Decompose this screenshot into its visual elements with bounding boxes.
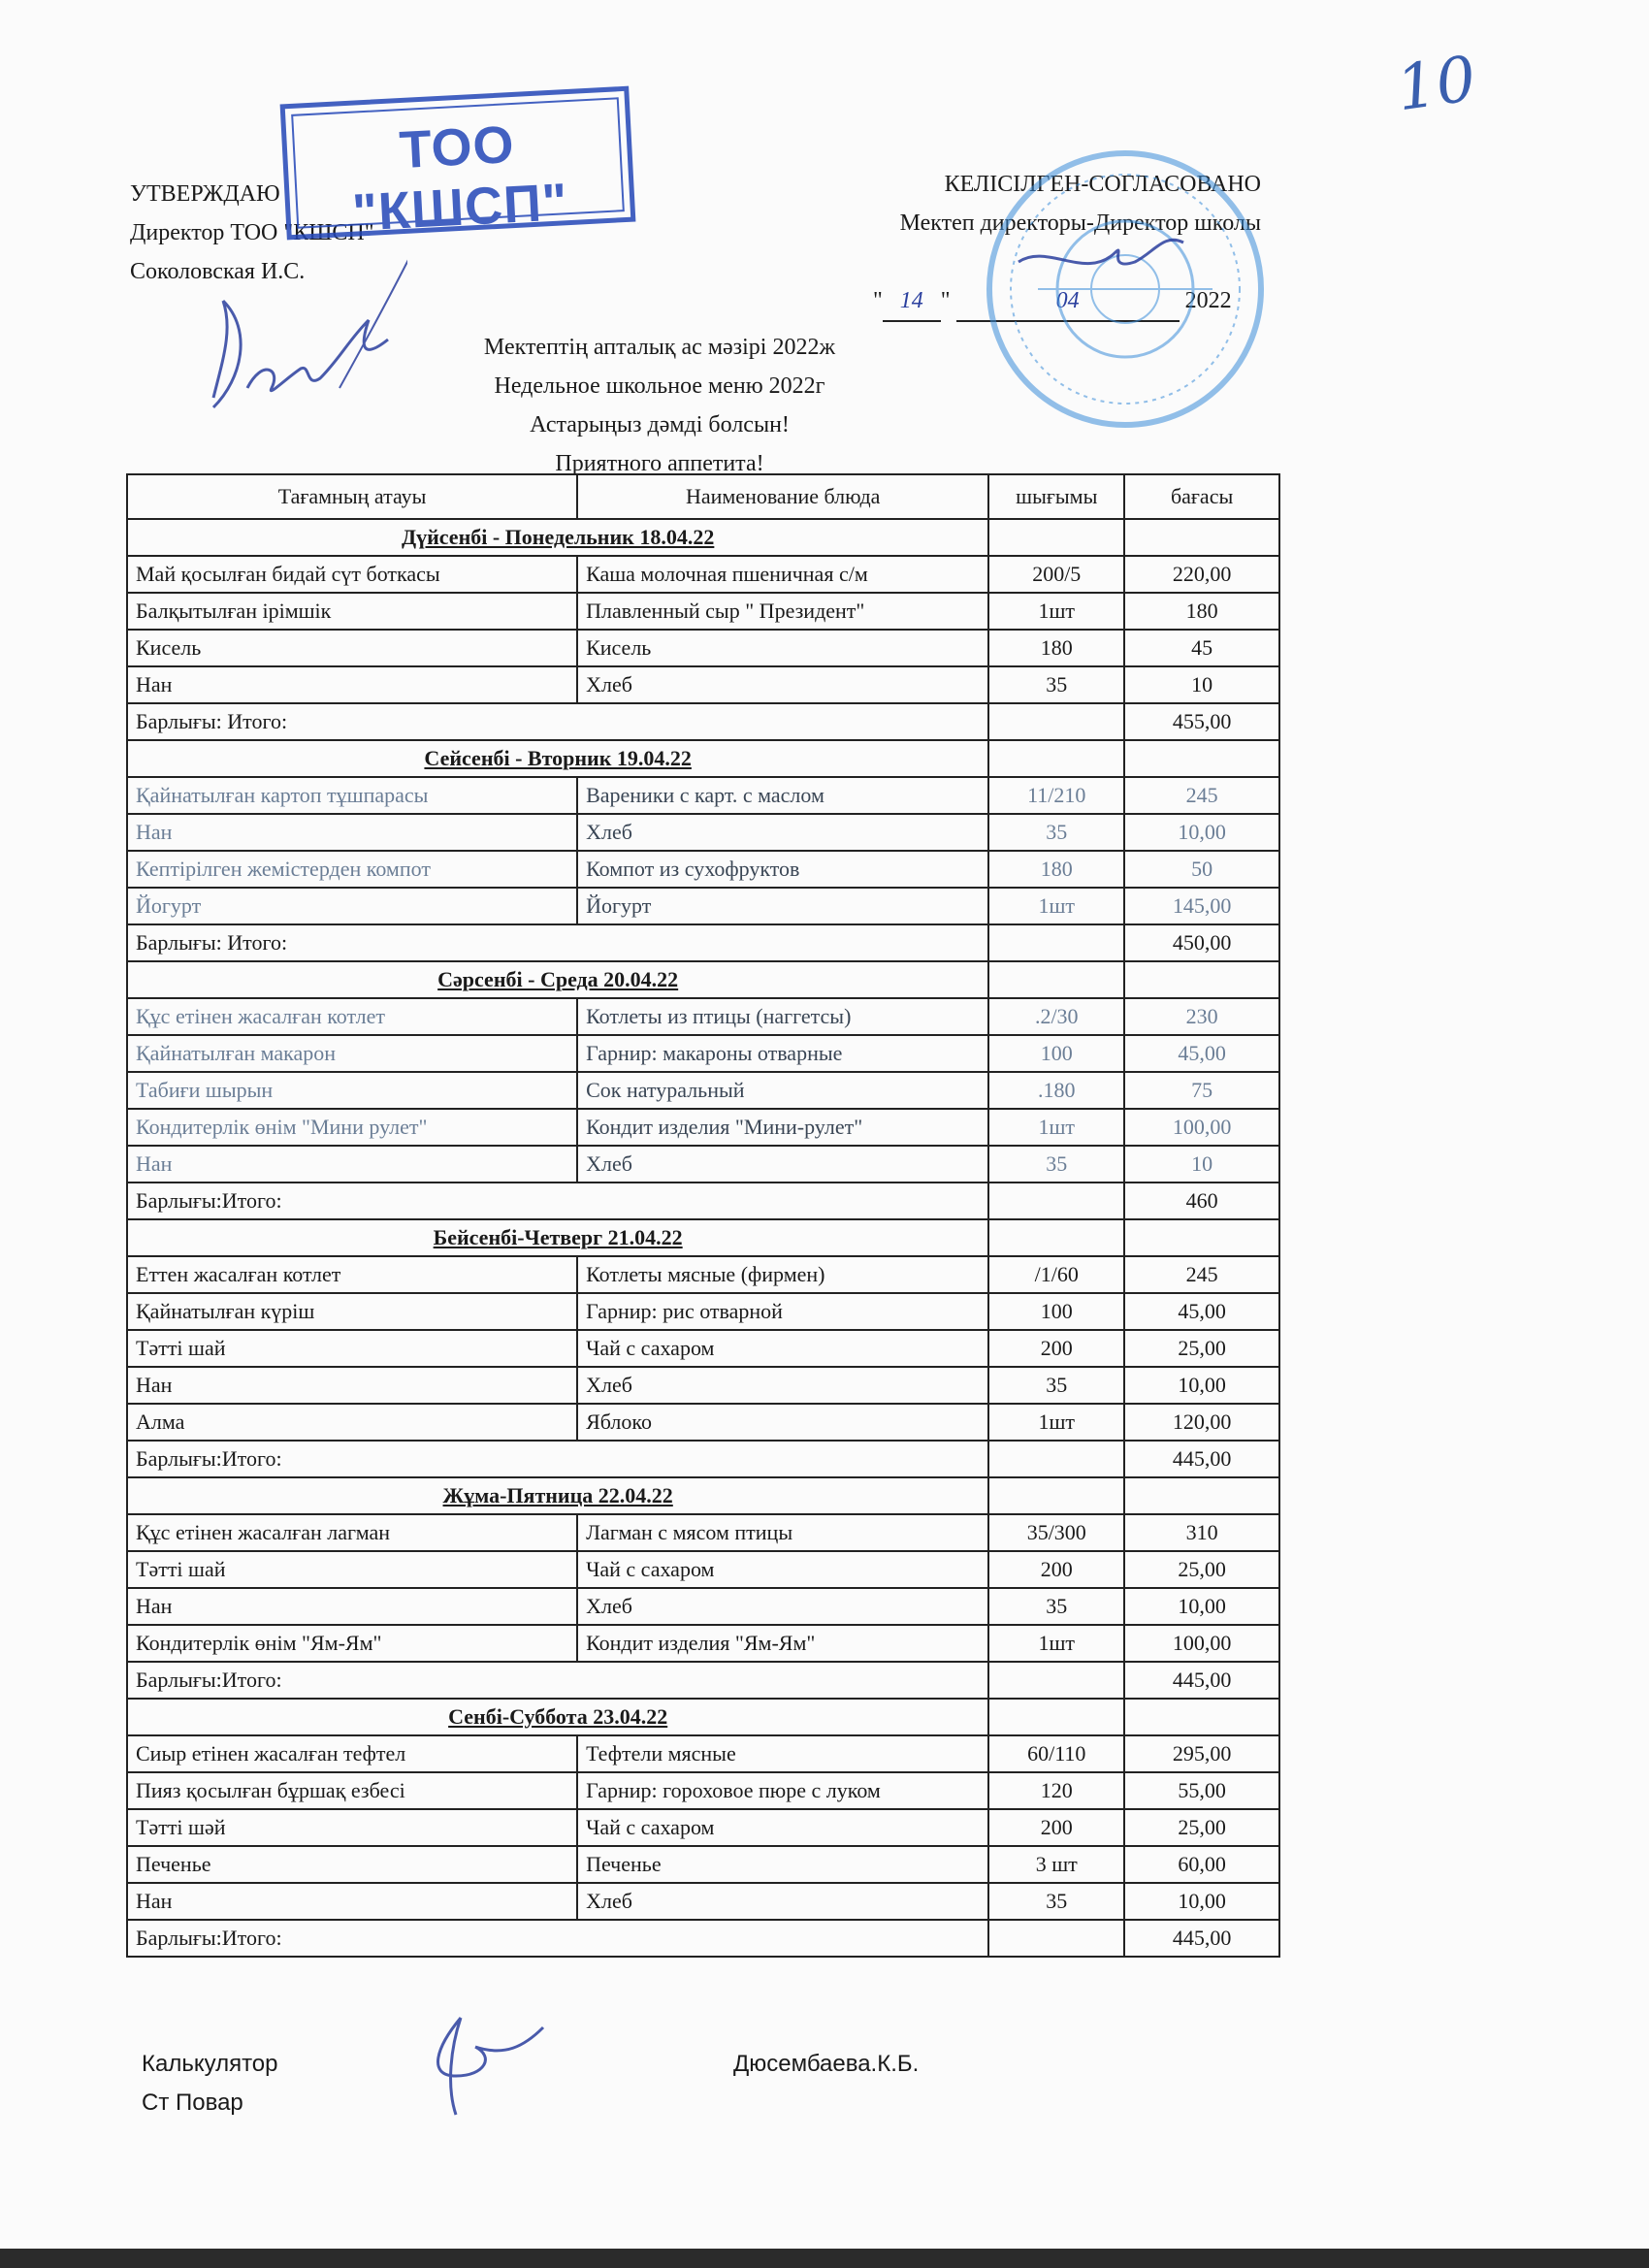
total-row <box>127 1183 1279 1219</box>
price-cell: 25,00 <box>1124 1551 1279 1588</box>
price-cell: 45,00 <box>1124 1293 1279 1330</box>
dish-ru-cell: Вареники с карт. с маслом <box>577 777 988 814</box>
header-price: бағасы <box>1124 474 1279 519</box>
yield-cell: 1шт <box>988 593 1124 630</box>
dish-ru-cell: Хлеб <box>577 1883 988 1920</box>
dish-ru-cell: Компот из сухофруктов <box>577 851 988 888</box>
table-row <box>127 1625 1279 1662</box>
dish-kz-cell: Тәтті шай <box>127 1551 577 1588</box>
title-kz: Мектептің апталық ас мәзірі 2022ж <box>483 335 836 360</box>
dish-kz-cell: Еттен жасалған котлет <box>127 1256 577 1293</box>
cook-label: Ст Повар <box>142 2090 243 2116</box>
table-row <box>127 1551 1279 1588</box>
yield-cell: 180 <box>988 630 1124 666</box>
yield-cell: .180 <box>988 1072 1124 1109</box>
table-row <box>127 1146 1279 1183</box>
price-cell: 75 <box>1124 1072 1279 1109</box>
table-row <box>127 593 1279 630</box>
dish-ru-cell: Хлеб <box>577 1146 988 1183</box>
day-name: Дүйсенбі - Понедельник 18.04.22 <box>127 519 988 556</box>
table-row <box>127 1588 1279 1625</box>
price-cell: 60,00 <box>1124 1846 1279 1883</box>
day-header-row <box>127 1699 1279 1735</box>
calc-name: Дюсембаева.К.Б. <box>733 2051 920 2077</box>
price-cell: 45 <box>1124 630 1279 666</box>
table-row <box>127 1256 1279 1293</box>
price-cell: 50 <box>1124 851 1279 888</box>
dish-ru-cell: Кондит изделия "Ям-Ям" <box>577 1625 988 1662</box>
dish-kz-cell: Алма <box>127 1404 577 1441</box>
dish-kz-cell: Кондитерлік өнім "Ям-Ям" <box>127 1625 577 1662</box>
day-name: Бейсенбі-Четверг 21.04.22 <box>127 1219 988 1256</box>
yield-cell: 100 <box>988 1035 1124 1072</box>
total-label: Барлығы: Итого: <box>127 703 988 740</box>
table-row <box>127 1809 1279 1846</box>
dish-kz-cell: Нан <box>127 1883 577 1920</box>
yield-cell: /1/60 <box>988 1256 1124 1293</box>
yield-cell: 1шт <box>988 888 1124 924</box>
total-row <box>127 703 1279 740</box>
table-header-row <box>127 474 1279 519</box>
day-name: Жұма-Пятница 22.04.22 <box>127 1477 988 1514</box>
agree-position: Мектеп директоры-Директор школы <box>899 211 1261 236</box>
table-row <box>127 1293 1279 1330</box>
price-cell: 120,00 <box>1124 1404 1279 1441</box>
table-row <box>127 1330 1279 1367</box>
approve-position: Директор ТОО "КШСП" <box>130 220 374 245</box>
day-header-row <box>127 961 1279 998</box>
table-row <box>127 1735 1279 1772</box>
wish-kz: Астарыңыз дәмді болсын! <box>530 412 790 437</box>
day-name: Сәрсенбі - Среда 20.04.22 <box>127 961 988 998</box>
price-cell: 10,00 <box>1124 1588 1279 1625</box>
dish-ru-cell: Яблоко <box>577 1404 988 1441</box>
weekly-menu-table <box>126 473 1280 1958</box>
dish-kz-cell: Тәтті шәй <box>127 1809 577 1846</box>
header-dish-kz: Тағамның атауы <box>127 474 577 519</box>
price-cell: 10 <box>1124 666 1279 703</box>
date-day: 14 <box>883 281 941 322</box>
yield-cell: 35 <box>988 1588 1124 1625</box>
day-name: Сенбі-Суббота 23.04.22 <box>127 1699 988 1735</box>
price-cell: 100,00 <box>1124 1625 1279 1662</box>
dish-kz-cell: Табиғи шырын <box>127 1072 577 1109</box>
dish-kz-cell: Кисель <box>127 630 577 666</box>
total-label: Барлығы:Итого: <box>127 1183 988 1219</box>
yield-cell: 1шт <box>988 1109 1124 1146</box>
day-header-row <box>127 740 1279 777</box>
total-row <box>127 1441 1279 1477</box>
table-row <box>127 556 1279 593</box>
day-header-row <box>127 1219 1279 1256</box>
wish-ru: Приятного аппетита! <box>555 451 764 476</box>
total-value: 445,00 <box>1124 1920 1279 1957</box>
yield-cell: 1шт <box>988 1625 1124 1662</box>
price-cell: 25,00 <box>1124 1330 1279 1367</box>
table-row <box>127 1404 1279 1441</box>
yield-cell: 35 <box>988 814 1124 851</box>
price-cell: 230 <box>1124 998 1279 1035</box>
table-row <box>127 1109 1279 1146</box>
yield-cell: 180 <box>988 851 1124 888</box>
dish-kz-cell: Кептірілген жемістерден компот <box>127 851 577 888</box>
table-row <box>127 630 1279 666</box>
yield-cell: 1шт <box>988 1404 1124 1441</box>
dish-ru-cell: Лагман с мясом птицы <box>577 1514 988 1551</box>
dish-ru-cell: Чай с сахаром <box>577 1551 988 1588</box>
dish-kz-cell: Қайнатылған күріш <box>127 1293 577 1330</box>
dish-ru-cell: Кисель <box>577 630 988 666</box>
dish-ru-cell: Котлеты из птицы (наггетсы) <box>577 998 988 1035</box>
total-value: 460 <box>1124 1183 1279 1219</box>
agree-label: КЕЛІСІЛГЕН-СОГЛАСОВАНО <box>944 172 1261 197</box>
dish-ru-cell: Хлеб <box>577 814 988 851</box>
dish-kz-cell: Балқытылған ірімшік <box>127 593 577 630</box>
table-row <box>127 666 1279 703</box>
table-row <box>127 1772 1279 1809</box>
price-cell: 180 <box>1124 593 1279 630</box>
table-row <box>127 1883 1279 1920</box>
table-row <box>127 1072 1279 1109</box>
dish-ru-cell: Плавленный сыр " Президент" <box>577 593 988 630</box>
header-dish-ru: Наименование блюда <box>577 474 988 519</box>
company-stamp <box>280 86 636 241</box>
dish-ru-cell: Каша молочная пшеничная с/м <box>577 556 988 593</box>
agree-date: " 14 " 04 2022 <box>873 281 1263 322</box>
dish-kz-cell: Нан <box>127 1588 577 1625</box>
yield-cell: .2/30 <box>988 998 1124 1035</box>
table-row <box>127 998 1279 1035</box>
total-label: Барлығы:Итого: <box>127 1441 988 1477</box>
footer-roles <box>142 2045 278 2122</box>
dish-kz-cell: Құс етінен жасалған лагман <box>127 1514 577 1551</box>
table-row <box>127 1035 1279 1072</box>
price-cell: 45,00 <box>1124 1035 1279 1072</box>
dish-ru-cell: Йогурт <box>577 888 988 924</box>
dish-kz-cell: Нан <box>127 666 577 703</box>
table-row <box>127 1514 1279 1551</box>
price-cell: 10 <box>1124 1146 1279 1183</box>
page-number: 10 <box>1392 43 1481 126</box>
dish-ru-cell: Хлеб <box>577 666 988 703</box>
header-yield: шығымы <box>988 474 1124 519</box>
price-cell: 25,00 <box>1124 1809 1279 1846</box>
total-value: 445,00 <box>1124 1662 1279 1699</box>
dish-ru-cell: Хлеб <box>577 1367 988 1404</box>
dish-kz-cell: Пияз қосылған бұршақ езбесі <box>127 1772 577 1809</box>
table-row <box>127 814 1279 851</box>
calc-label: Калькулятор <box>142 2051 278 2077</box>
yield-cell: 35 <box>988 1146 1124 1183</box>
yield-cell: 3 шт <box>988 1846 1124 1883</box>
yield-cell: 200 <box>988 1551 1124 1588</box>
total-value: 455,00 <box>1124 703 1279 740</box>
dish-ru-cell: Кондит изделия "Мини-рулет" <box>577 1109 988 1146</box>
price-cell: 145,00 <box>1124 888 1279 924</box>
approve-label: УТВЕРЖДАЮ <box>130 181 280 207</box>
table-body <box>127 519 1279 1957</box>
dish-ru-cell: Чай с сахаром <box>577 1330 988 1367</box>
title-ru: Недельное школьное меню 2022г <box>494 373 825 399</box>
dish-ru-cell: Гарнир: гороховое пюре с луком <box>577 1772 988 1809</box>
table-row <box>127 851 1279 888</box>
approve-name: Соколовская И.С. <box>130 259 306 284</box>
price-cell: 295,00 <box>1124 1735 1279 1772</box>
yield-cell: 11/210 <box>988 777 1124 814</box>
scan-edge <box>0 2249 1649 2268</box>
price-cell: 310 <box>1124 1514 1279 1551</box>
dish-ru-cell: Хлеб <box>577 1588 988 1625</box>
dish-kz-cell: Кондитерлік өнім "Мини рулет" <box>127 1109 577 1146</box>
yield-cell: 35 <box>988 1367 1124 1404</box>
price-cell: 100,00 <box>1124 1109 1279 1146</box>
price-cell: 220,00 <box>1124 556 1279 593</box>
dish-ru-cell: Сок натуральный <box>577 1072 988 1109</box>
dish-kz-cell: Нан <box>127 1146 577 1183</box>
total-row <box>127 1920 1279 1957</box>
dish-kz-cell: Сиыр етінен жасалған тефтел <box>127 1735 577 1772</box>
dish-kz-cell: Құс етінен жасалған котлет <box>127 998 577 1035</box>
yield-cell: 35/300 <box>988 1514 1124 1551</box>
yield-cell: 120 <box>988 1772 1124 1809</box>
dish-kz-cell: Печенье <box>127 1846 577 1883</box>
principal-signature <box>1009 223 1203 301</box>
price-cell: 55,00 <box>1124 1772 1279 1809</box>
total-row <box>127 1662 1279 1699</box>
dish-ru-cell: Котлеты мясные (фирмен) <box>577 1256 988 1293</box>
dish-kz-cell: Май қосылған бидай сүт боткасы <box>127 556 577 593</box>
dish-ru-cell: Гарнир: макароны отварные <box>577 1035 988 1072</box>
dish-kz-cell: Нан <box>127 814 577 851</box>
day-header-row <box>127 519 1279 556</box>
yield-cell: 200 <box>988 1330 1124 1367</box>
dish-ru-cell: Печенье <box>577 1846 988 1883</box>
calc-signature <box>417 2008 553 2124</box>
dish-kz-cell: Тәтті шай <box>127 1330 577 1367</box>
total-label: Барлығы: Итого: <box>127 924 988 961</box>
table-row <box>127 888 1279 924</box>
total-label: Барлығы:Итого: <box>127 1662 988 1699</box>
price-cell: 245 <box>1124 777 1279 814</box>
menu-titles <box>369 328 951 483</box>
total-value: 445,00 <box>1124 1441 1279 1477</box>
table-row <box>127 1367 1279 1404</box>
dish-ru-cell: Гарнир: рис отварной <box>577 1293 988 1330</box>
total-label: Барлығы:Итого: <box>127 1920 988 1957</box>
yield-cell: 35 <box>988 666 1124 703</box>
day-name: Сейсенбі - Вторник 19.04.22 <box>127 740 988 777</box>
date-year: 2022 <box>1184 288 1232 313</box>
price-cell: 245 <box>1124 1256 1279 1293</box>
day-header-row <box>127 1477 1279 1514</box>
yield-cell: 200 <box>988 1809 1124 1846</box>
dish-kz-cell: Қайнатылған картоп тұшпарасы <box>127 777 577 814</box>
table-row <box>127 1846 1279 1883</box>
dish-kz-cell: Нан <box>127 1367 577 1404</box>
total-value: 450,00 <box>1124 924 1279 961</box>
price-cell: 10,00 <box>1124 814 1279 851</box>
dish-kz-cell: Йогурт <box>127 888 577 924</box>
date-month: 04 <box>956 281 1180 322</box>
table-row <box>127 777 1279 814</box>
dish-ru-cell: Тефтели мясные <box>577 1735 988 1772</box>
total-row <box>127 924 1279 961</box>
yield-cell: 200/5 <box>988 556 1124 593</box>
yield-cell: 60/110 <box>988 1735 1124 1772</box>
dish-ru-cell: Чай с сахаром <box>577 1809 988 1846</box>
price-cell: 10,00 <box>1124 1883 1279 1920</box>
yield-cell: 100 <box>988 1293 1124 1330</box>
stamp-text: ТОО "КШСП" <box>350 114 569 243</box>
dish-kz-cell: Қайнатылған макарон <box>127 1035 577 1072</box>
price-cell: 10,00 <box>1124 1367 1279 1404</box>
yield-cell: 35 <box>988 1883 1124 1920</box>
